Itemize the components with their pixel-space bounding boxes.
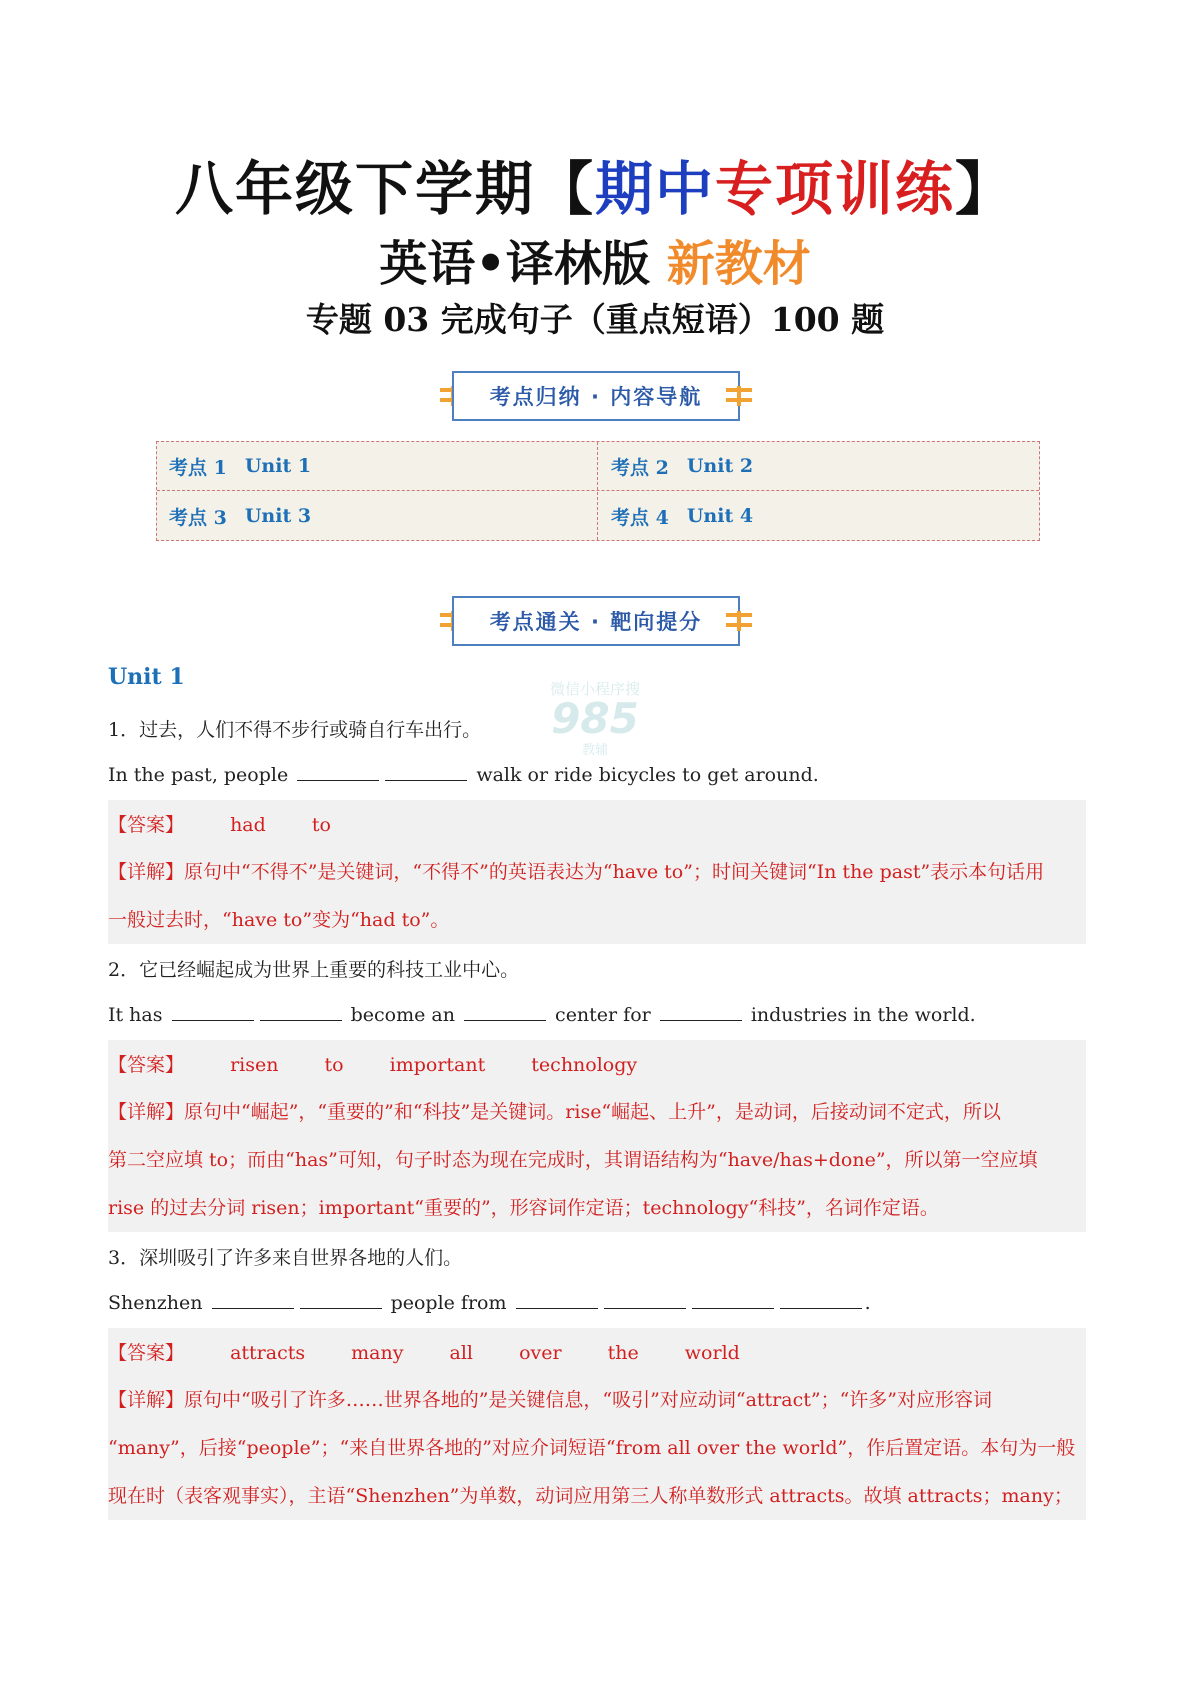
banner-right-deco-icon — [726, 611, 752, 631]
question-2-answer-box — [108, 1040, 1086, 1232]
answer-line: 【答案】 had to — [108, 814, 331, 836]
toc-divider — [157, 490, 1039, 491]
answer-word: to — [324, 1054, 344, 1076]
explanation-line: 【详解】原句中“崛起”，“重要的”和“科技”是关键词。rise“崛起、上升”，是动词，后接动词不定式，所以 — [108, 1101, 1001, 1123]
explanation-line: 【详解】原句中“吸引了许多……世界各地的”是关键信息，“吸引”对应动词“attract”；“许多”对应形容词 — [108, 1389, 992, 1411]
practice-banner: 考点通关 · 靶向提分 — [452, 596, 740, 646]
question-2-prompt: 2．它已经崛起成为世界上重要的科技工业中心。 — [108, 959, 520, 981]
toc-banner: 考点归纳 · 内容导航 — [452, 371, 740, 421]
unit-heading: Unit 1 — [108, 664, 185, 690]
explanation-line: rise 的过去分词 risen；important“重要的”，形容词作定语；technology“科技”，名词作定语。 — [108, 1197, 939, 1219]
question-3-prompt: 3．深圳吸引了许多来自世界各地的人们。 — [108, 1247, 463, 1269]
toc-item-1[interactable] — [157, 442, 597, 490]
answer-blank[interactable] — [604, 1292, 686, 1309]
answer-word: world — [684, 1342, 740, 1364]
toc-point: 考点 2 — [611, 456, 669, 479]
toc-unit: Unit 3 — [244, 505, 312, 527]
answer-word: important — [389, 1054, 486, 1076]
answer-word: many — [351, 1342, 404, 1364]
answer-word: risen — [230, 1054, 279, 1076]
title-suffix: 】 — [955, 155, 1016, 223]
answer-word: over — [519, 1342, 562, 1364]
answer-blank[interactable] — [385, 764, 467, 781]
answer-line: 【答案】 risen to important technology — [108, 1054, 638, 1076]
explanation-line: 【详解】原句中“不得不”是关键词，“不得不”的英语表达为“have to”；时间关键词“In the past”表示本句话用 — [108, 861, 1045, 883]
answer-word: all — [449, 1342, 474, 1364]
toc-item-3[interactable] — [157, 492, 597, 540]
answer-word: had — [230, 814, 266, 836]
main-title — [0, 142, 1190, 226]
toc-point: 考点 3 — [169, 506, 227, 529]
title-red: 专项训练 — [715, 155, 956, 223]
question-1-prompt: 1．过去，人们不得不步行或骑自行车出行。 — [108, 719, 482, 741]
question-3-sentence: Shenzhen people from . — [108, 1292, 871, 1314]
toc-item-4[interactable] — [599, 492, 1039, 540]
toc-unit: Unit 1 — [244, 455, 312, 477]
watermark-logo: 微信小程序搜 985 教辅 — [549, 680, 640, 758]
title-prefix: 八年级下学期【 — [174, 155, 595, 223]
answer-line: 【答案】 attracts many all over the world — [108, 1342, 740, 1364]
answer-word: to — [311, 814, 331, 836]
subtitle-orange: 新教材 — [666, 236, 811, 292]
question-2-sentence: It has become an center for industries in the world. — [108, 1004, 976, 1026]
answer-blank[interactable] — [297, 764, 379, 781]
answer-word: the — [607, 1342, 639, 1364]
subtitle — [0, 225, 1190, 294]
answer-blank[interactable] — [212, 1292, 294, 1309]
explanation-line: 一般过去时，“have to”变为“had to”。 — [108, 909, 450, 931]
explanation-line: “many”，后接“people”；“来自世界各地的”对应介词短语“from all over the world”，作后置定语。本句为一般 — [108, 1437, 1076, 1459]
banner-right-deco-icon — [726, 386, 752, 406]
title-blue: 期中 — [594, 155, 715, 223]
question-1-sentence: In the past, people walk or ride bicycles to get around. — [108, 764, 819, 786]
toc-unit: Unit 2 — [686, 455, 754, 477]
toc-divider — [597, 442, 598, 540]
answer-blank[interactable] — [780, 1292, 862, 1309]
answer-blank[interactable] — [516, 1292, 598, 1309]
toc-item-2[interactable] — [599, 442, 1039, 490]
answer-word: attracts — [230, 1342, 306, 1364]
answer-word: technology — [531, 1054, 638, 1076]
answer-blank[interactable] — [172, 1004, 254, 1021]
answer-blank[interactable] — [660, 1004, 742, 1021]
toc-point: 考点 4 — [611, 506, 669, 529]
answer-blank[interactable] — [464, 1004, 546, 1021]
explanation-line: 第二空应填 to；而由“has”可知，句子时态为现在完成时，其谓语结构为“have/has+done”，所以第一空应填 — [108, 1149, 1038, 1171]
toc-point: 考点 1 — [169, 456, 227, 479]
question-3-answer-box — [108, 1328, 1086, 1520]
question-1-answer-box — [108, 800, 1086, 944]
answer-blank[interactable] — [260, 1004, 342, 1021]
topic-title: 专题 03 完成句子（重点短语）100 题 — [305, 300, 885, 339]
answer-blank[interactable] — [692, 1292, 774, 1309]
explanation-line: 现在时（表客观事实），主语“Shenzhen”为单数，动词应用第三人称单数形式 attracts。故填 attracts；many； — [108, 1485, 1073, 1507]
answer-blank[interactable] — [300, 1292, 382, 1309]
toc-table — [156, 441, 1040, 541]
subtitle-main: 英语•译林版 — [379, 236, 650, 292]
toc-unit: Unit 4 — [686, 505, 754, 527]
